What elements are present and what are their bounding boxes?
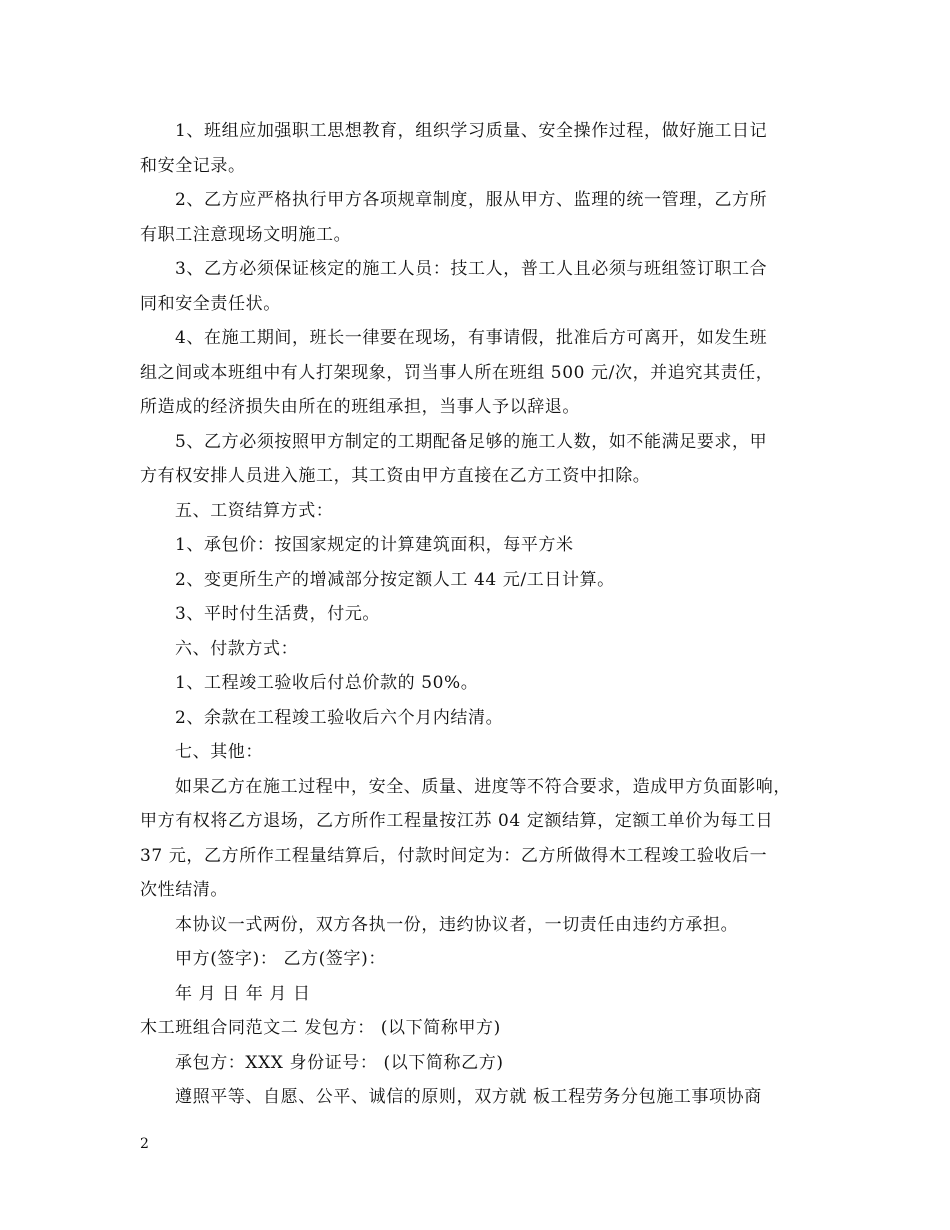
- text-line: 37 元，乙方所作工程量结算后，付款时间定为：乙方所做得木工程竣工验收后一: [140, 845, 768, 866]
- text-line: 2、变更所生产的增减部分按定额人工 44 元/工日计算。: [175, 569, 615, 590]
- text-line: 同和安全责任状。: [140, 293, 281, 314]
- text-line: 次性结清。: [140, 880, 228, 900]
- text-line: 2、余款在工程竣工验收后六个月内结清。: [175, 707, 504, 728]
- page-number: 2: [140, 1136, 149, 1152]
- text-line: 1、承包价：按国家规定的计算建筑面积，每平方米: [175, 535, 574, 555]
- text-line: 组之间或本班组中有人打架现象，罚当事人所在班组 500 元/次，并追究其责任，: [140, 362, 774, 383]
- section-heading: 五、工资结算方式：: [175, 500, 334, 521]
- text-line: 3、乙方必须保证核定的施工人员：技工人，普工人且必须与班组签订职工合: [175, 259, 768, 279]
- text-line: 木工班组合同范文二 发包方： (以下简称甲方): [140, 1018, 501, 1038]
- text-line: 方有权安排人员进入施工，其工资由甲方直接在乙方工资中扣除。: [140, 466, 651, 486]
- text-line: 3、平时付生活费，付元。: [175, 604, 381, 624]
- text-line: 1、班组应加强职工思想教育，组织学习质量、安全操作过程，做好施工日记: [175, 121, 768, 141]
- text-line: 有职工注意现场文明施工。: [140, 224, 352, 245]
- text-line: 所造成的经济损失由所在的班组承担，当事人予以辞退。: [140, 397, 580, 417]
- section-heading: 六、付款方式：: [175, 638, 299, 659]
- text-line: 本协议一式两份，双方各执一份，违约协议者，一切责任由违约方承担。: [175, 914, 739, 935]
- text-line: 承包方：XXX 身份证号： (以下简称乙方): [175, 1052, 504, 1073]
- text-line: 如果乙方在施工过程中，安全、质量、进度等不符合要求，造成甲方负面影响，: [175, 776, 791, 797]
- section-heading: 七、其他：: [175, 742, 263, 762]
- text-line: 2、乙方应严格执行甲方各项规章制度，服从甲方、监理的统一管理，乙方所: [175, 190, 768, 210]
- date-line: 年 月 日 年 月 日: [175, 983, 311, 1004]
- text-line: 4、在施工期间，班长一律要在现场，有事请假，批准后方可离开，如发生班: [175, 328, 768, 348]
- text-line: 甲方有权将乙方退场，乙方所作工程量按江苏 04 定额结算，定额工单价为每工日: [140, 811, 774, 831]
- document-body: [140, 114, 810, 1115]
- signature-line: 甲方(签字)： 乙方(签字)：: [175, 949, 386, 969]
- text-line: 5、乙方必须按照甲方制定的工期配备足够的施工人数，如不能满足要求，甲: [175, 431, 768, 452]
- text-line: 1、工程竣工验收后付总价款的 50%。: [175, 673, 479, 693]
- text-line: 和安全记录。: [140, 155, 246, 176]
- text-line: 遵照平等、自愿、公平、诚信的原则，双方就 板工程劳务分包施工事项协商: [175, 1087, 762, 1107]
